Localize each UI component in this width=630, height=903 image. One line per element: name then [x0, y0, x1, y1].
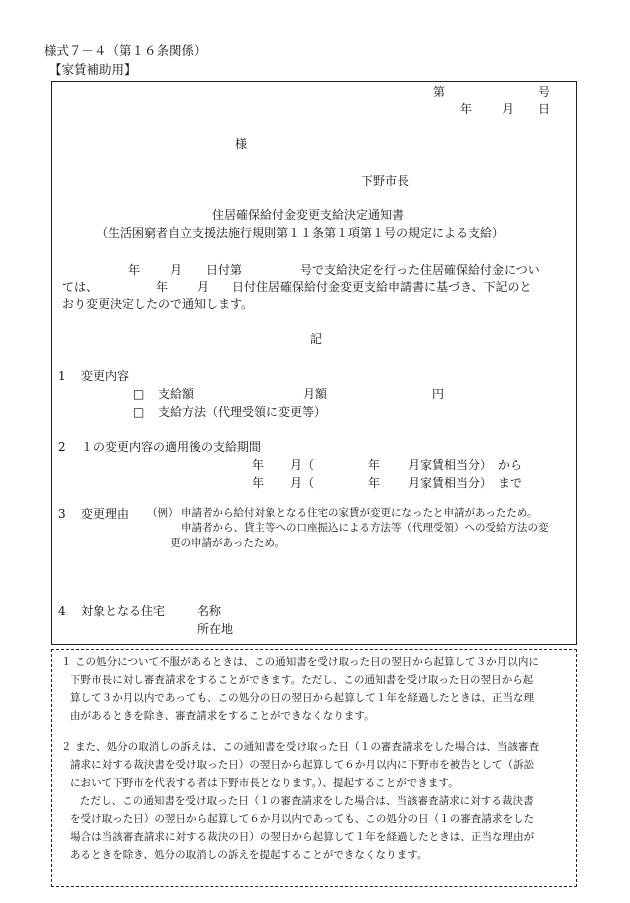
s2-r2-year: 年	[252, 476, 265, 490]
main-box	[51, 81, 577, 645]
note2-line2: 請求に対する裁決書を受け取った日）の翌日から起算して６か月以内に下野市を被告として（訴訟	[70, 759, 535, 771]
s1-yen: 円	[432, 387, 445, 401]
body-l1-year: 年	[128, 263, 141, 277]
date-year: 年	[460, 102, 473, 116]
s2-r1-rent: 月家賃相当分）	[408, 458, 493, 472]
s2-r2-rent: 月家賃相当分）	[408, 476, 493, 490]
s1-label: 変更内容	[81, 369, 130, 383]
doc-subtitle: （生活困窮者自立支援法施行規則第１１条第１項第１号の規定による支給）	[96, 226, 505, 240]
note2-line5: を受け取った日）の翌日から起算して６か月以内であっても、この処分の日（１の審査請求をした	[70, 813, 535, 825]
note1-line1: １ この処分について不服があるときは、この通知書を受け取った日の翌日から起算して３か月以内に	[61, 656, 539, 668]
s2-num: 2	[58, 440, 66, 454]
s3-label: 変更理由	[81, 507, 130, 521]
s2-r1-month: 月（	[290, 458, 315, 472]
note2-line3: において下野市を代表する者は下野市長となります。）、提起することができます。	[70, 777, 459, 789]
s4-name-label: 名称	[197, 604, 222, 618]
body-l2-month: 月	[197, 280, 210, 294]
s1-num: 1	[58, 369, 66, 383]
body-l3: おり変更決定したので通知します。	[62, 297, 254, 311]
addressee-suffix: 様	[235, 137, 248, 151]
s1-opt1: 支給額	[158, 387, 195, 401]
s4-num: 4	[58, 604, 66, 618]
doc-number-label: 第	[433, 85, 446, 99]
date-day: 日	[538, 102, 551, 116]
ki-heading: 記	[310, 332, 323, 346]
s3-example-1: 申請者から給付対象となる住宅の家賃が変更になったと申請があったため。	[181, 507, 538, 519]
s3-num: 3	[58, 507, 66, 521]
body-l1-dayfu: 日付第	[206, 263, 243, 277]
s1-monthly: 月額	[303, 387, 328, 401]
date-month: 月	[502, 102, 515, 116]
form-category: 【家賃補助用】	[49, 62, 137, 77]
note2-line4: ただし、この通知書を受け取った日（１の審査請求をした場合は、当該審査請求に対する裁決書	[80, 795, 534, 807]
s3-example-prefix: （例）	[147, 507, 179, 519]
body-l2-tail: 日付住居確保給付金変更支給申請書に基づき、下記のと	[232, 280, 532, 294]
s2-r2-year2: 年	[368, 476, 381, 490]
note2-line1: ２ また、処分の取消しの訴えは、この通知書を受け取った日（１の審査請求をした場合は、当該審査	[61, 741, 540, 753]
s4-address-label: 所在地	[197, 622, 234, 636]
issuer: 下野市長	[361, 174, 410, 188]
s2-r2-end: まで	[498, 476, 523, 490]
doc-number-suffix: 号	[538, 85, 551, 99]
body-l2-year: 年	[156, 280, 169, 294]
note1-line4: 由があるときを除き、審査請求をすることができなくなります。	[70, 710, 375, 722]
form-number: 様式７－４（第１６条関係）	[44, 43, 207, 58]
note2-line6: 場合は当該審査請求に対する裁決の日）の翌日から起算して１年を経過したときは、正当な理由が	[70, 831, 535, 843]
s2-r1-year2: 年	[368, 458, 381, 472]
note1-line3: 算して３か月以内であっても、この処分の日の翌日から起算して１年を経過したときは、正当な理	[70, 692, 535, 704]
s3-example-2a: 申請者から、貸主等への口座振込による方法等（代理受領）への受給方法の変	[181, 522, 549, 534]
note1-line2: 下野市長に対し審査請求をすることができます。ただし、この通知書を受け取った日の翌日から起	[70, 674, 534, 686]
s3-example-2b: 更の申請があったため。	[170, 537, 285, 549]
body-l2-head: ては、	[62, 280, 99, 294]
s1-opt2: 支給方法（代理受領に変更等）	[158, 405, 327, 419]
body-l1-month: 月	[170, 263, 183, 277]
body-l1-tail: 号で支給決定を行った住居確保給付金につい	[300, 263, 540, 277]
note2-line7: あるときを除き、処分の取消しの訴えを提起することができなくなります。	[70, 849, 428, 861]
s2-r1-end: から	[498, 458, 523, 472]
s1-checkbox-1[interactable]: □	[133, 387, 145, 401]
s2-label: １の変更内容の適用後の支給期間	[81, 440, 262, 454]
s2-r1-year: 年	[252, 458, 265, 472]
s1-checkbox-2[interactable]: □	[133, 405, 145, 419]
doc-title: 住居確保給付金変更支給決定通知書	[212, 208, 405, 222]
s2-r2-month: 月（	[290, 476, 315, 490]
s4-label: 対象となる住宅	[81, 604, 166, 618]
